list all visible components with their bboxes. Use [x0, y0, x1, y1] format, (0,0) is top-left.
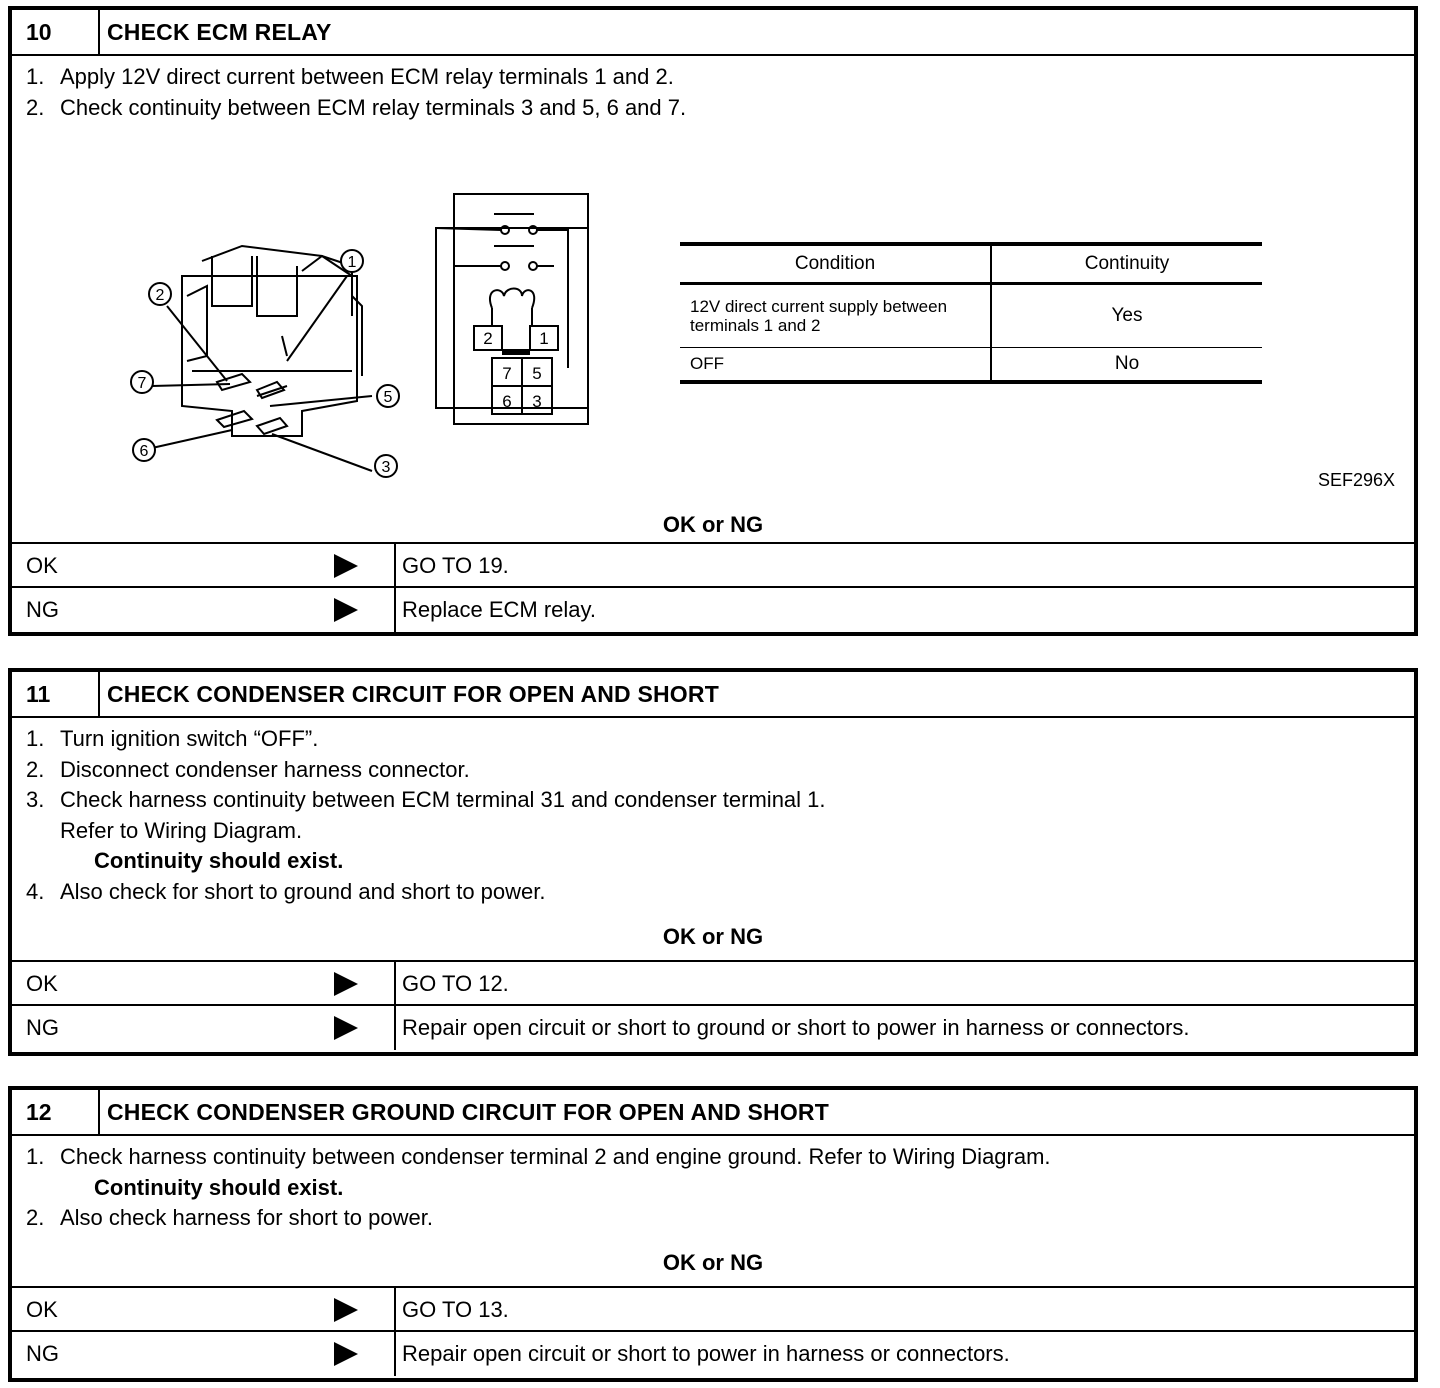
instruction-item: 1. Check harness continuity between condenser terminal 2 and engine ground. Refer to Wiring Diagram.: [26, 1144, 1051, 1169]
schematic-terminal-7: 7: [502, 364, 512, 383]
schematic-terminal-6: 6: [502, 392, 512, 411]
instruction-item: 2. Disconnect condenser harness connector.: [26, 756, 470, 782]
result-label: NG: [26, 597, 59, 622]
ok-or-ng-label: OK or NG: [662, 1250, 764, 1275]
instruction-list: [26, 62, 686, 123]
instruction-item: 2. Also check harness for short to power.: [26, 1205, 433, 1230]
step-number: 11: [12, 672, 100, 716]
result-action: GO TO 12.: [402, 971, 509, 996]
refer-note: Refer to Wiring Diagram.: [60, 817, 303, 843]
step-10-body: [12, 56, 1414, 632]
instruction-item: 1. Apply 12V direct current between ECM relay terminals 1 and 2.: [26, 64, 674, 89]
result-row-ok: [12, 542, 1414, 588]
result-action: Replace ECM relay.: [402, 597, 596, 622]
expected-result: Continuity should exist.: [94, 1174, 344, 1200]
instruction-item: 3. Check harness continuity between ECM terminal 31 and condenser terminal 1.: [26, 787, 826, 812]
step-11-block: [8, 668, 1418, 1056]
result-row-ok: [12, 1286, 1414, 1332]
step-12-block: [8, 1086, 1418, 1382]
callout-2: 2: [155, 287, 165, 304]
result-row-ok: [12, 960, 1414, 1006]
step-11-header: [12, 672, 1414, 718]
result-label: NG: [26, 1015, 59, 1040]
step-number: 10: [12, 10, 100, 54]
result-action: Repair open circuit or short to ground or short to power in harness or connectors.: [402, 1015, 1190, 1040]
ok-or-ng-label: OK or NG: [662, 924, 764, 949]
step-title: CHECK CONDENSER CIRCUIT FOR OPEN AND SHORT: [107, 680, 719, 707]
instruction-item: 4. Also check for short to ground and short to power.: [26, 878, 546, 904]
table-row: [680, 348, 1262, 382]
result-action: GO TO 13.: [402, 1297, 509, 1322]
result-row-ng: [12, 1330, 1414, 1376]
step-title: CHECK CONDENSER GROUND CIRCUIT FOR OPEN AND SHORT: [107, 1098, 829, 1125]
callout-7: 7: [137, 375, 147, 392]
arrow-icon: [334, 1016, 358, 1040]
condition-cell: OFF: [680, 348, 991, 382]
condition-cell: 12V direct current supply between terminals 1 and 2: [680, 284, 991, 348]
arrow-icon: [334, 1298, 358, 1322]
instruction-list: [26, 1142, 1051, 1234]
arrow-icon: [334, 554, 358, 578]
continuity-cell: Yes: [991, 284, 1262, 348]
table-row: [680, 284, 1262, 348]
instruction-list: [26, 724, 826, 907]
step-12-body: [12, 1136, 1414, 1378]
result-label: NG: [26, 1341, 59, 1366]
result-label: OK: [26, 553, 58, 578]
result-label: OK: [26, 971, 58, 996]
callout-1: 1: [347, 254, 357, 271]
arrow-icon: [334, 1342, 358, 1366]
step-title: CHECK ECM RELAY: [107, 18, 332, 45]
arrow-icon: [334, 598, 358, 622]
instruction-item: 2. Check continuity between ECM relay terminals 3 and 5, 6 and 7.: [26, 94, 687, 120]
schematic-terminal-1: 1: [539, 329, 549, 348]
result-action: GO TO 19.: [402, 553, 509, 578]
result-action: Repair open circuit or short to power in harness or connectors.: [402, 1341, 1010, 1366]
step-10-block: [8, 6, 1418, 636]
ecm-relay-schematic: [414, 178, 604, 428]
instruction-item: 1. Turn ignition switch “OFF”.: [26, 726, 319, 751]
continuity-table: [680, 242, 1262, 384]
schematic-terminal-3: 3: [532, 392, 542, 411]
schematic-terminal-2: 2: [483, 329, 493, 348]
diagram-code: SEF296X: [1318, 470, 1396, 490]
condition-header: Condition: [680, 244, 991, 284]
continuity-header: Continuity: [991, 244, 1262, 284]
ecm-relay-illustration: [122, 186, 422, 476]
result-row-ng: [12, 586, 1414, 632]
callout-5: 5: [383, 389, 393, 406]
schematic-terminal-5: 5: [532, 364, 542, 383]
continuity-cell: No: [991, 348, 1262, 382]
callout-6: 6: [139, 443, 149, 460]
ok-or-ng-label: OK or NG: [662, 512, 764, 537]
result-row-ng: [12, 1004, 1414, 1050]
step-number: 12: [12, 1090, 100, 1134]
step-10-header: [12, 10, 1414, 56]
arrow-icon: [334, 972, 358, 996]
callout-3: 3: [381, 459, 391, 476]
step-12-header: [12, 1090, 1414, 1136]
step-11-body: [12, 718, 1414, 1052]
result-label: OK: [26, 1297, 58, 1322]
expected-result: Continuity should exist.: [94, 848, 344, 873]
